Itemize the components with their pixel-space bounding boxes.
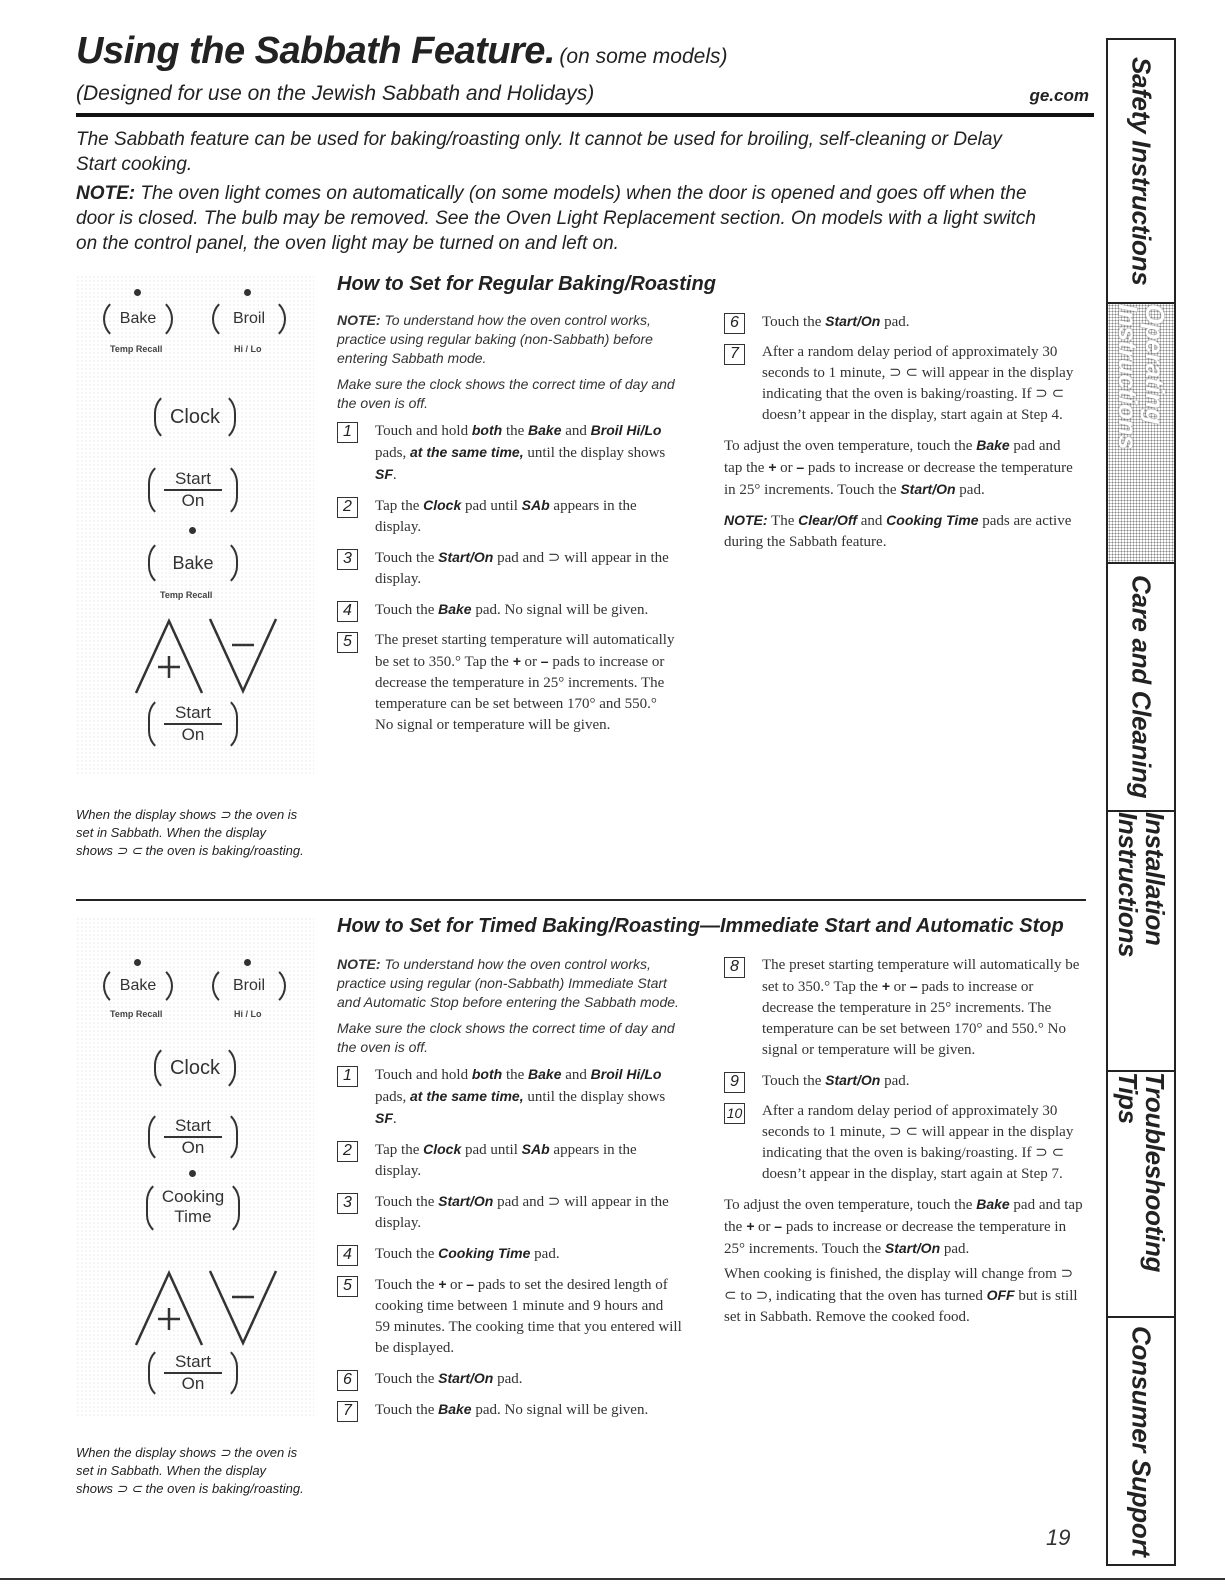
- page-title-note: (on some models): [559, 45, 728, 68]
- section2-heading: How to Set for Timed Baking/Roasting—Immediate Start and Automatic Stop: [337, 915, 1064, 937]
- page-number: 19: [1046, 1525, 1071, 1550]
- step-8: 8 The preset starting temperature will automatically be set to 350.° Tap the + or – pads to increase or decrease the temperature in 25° increments. The temperature can be set between 170° and 550.° No signal or temperature will be given.: [724, 955, 1084, 1061]
- site-url: ge.com: [1029, 86, 1089, 105]
- page-title: [76, 30, 727, 73]
- bake-pad: Bake: [103, 297, 173, 341]
- section2-column-2: [724, 955, 1084, 1330]
- step-4: 4 Touch the Cooking Time pad.: [337, 1243, 682, 1265]
- bake-pad-2: Bake: [148, 538, 238, 588]
- step-3: 3 Touch the Start/On pad and ⊃ will appear in the display.: [337, 547, 675, 590]
- section-tabs: [1106, 38, 1176, 1566]
- panel-caption-2: When the display shows ⊃ the oven is set in Sabbath. When the display shows ⊃ ⊂ the oven is baking/roasting.: [76, 1445, 304, 1496]
- section1-note-2: Make sure the clock shows the correct time of day and the oven is off.: [337, 376, 675, 411]
- section1-note: NOTE: To understand how the oven control works, practice using regular baking (non-Sabbath) before entering Sabbath mode.: [337, 312, 653, 366]
- step-4: 4 Touch the Bake pad. No signal will be given.: [337, 599, 675, 621]
- intro-note-label: NOTE:: [76, 183, 136, 204]
- header-rule: [76, 113, 1094, 117]
- minus-arrow-icon: [206, 1267, 280, 1349]
- control-panel-illustration-1: [76, 275, 314, 775]
- section2-note: NOTE: To understand how the oven control works, practice using regular (non-Sabbath) Immediate Start and Automatic Stop before entering the Sabbath mode.: [337, 956, 679, 1010]
- section1-note-3: NOTE: The Clear/Off and Cooking Time pads are active during the Sabbath feature.: [724, 512, 1072, 550]
- step-2: 2 Tap the Clock pad until SAb appears in the display.: [337, 1139, 682, 1182]
- start-on-pad: Start On: [148, 1109, 238, 1165]
- section-divider: [76, 899, 1086, 901]
- bake-pad: Bake: [103, 965, 173, 1007]
- plus-arrow-icon: [132, 1267, 206, 1349]
- step-1: 1 Touch and hold both the Bake and Broil Hi/Lo pads, at the same time, until the display shows SF.: [337, 1064, 682, 1130]
- start-on-pad: Start On: [148, 461, 238, 519]
- indicator-dot: [189, 1170, 196, 1177]
- broil-pad: Broil: [212, 297, 286, 341]
- step-5: 5 Touch the + or – pads to set the desired length of cooking time between 1 minute and 9 hours and 59 minutes. The cooking time that you entered will be displayed.: [337, 1274, 682, 1359]
- intro-note: [76, 181, 1036, 256]
- intro-note-text: The oven light comes on automatically (on some models) when the door is opened and goes off when the door is closed. The bulb may be removed. See the Oven Light Replacement section. On models with a light switch on the control panel, the oven light may be turned on and left on.: [76, 183, 1036, 254]
- tab-operating-instructions[interactable]: Operating Instructions: [1108, 304, 1174, 564]
- tab-consumer-support[interactable]: Consumer Support: [1126, 1325, 1157, 1557]
- indicator-dot: [244, 289, 251, 296]
- control-panel-illustration-2: [76, 917, 314, 1417]
- tab-care-and-cleaning[interactable]: Care and Cleaning: [1108, 564, 1174, 812]
- adjust-temperature-text: To adjust the oven temperature, touch the Bake pad and tap the + or – pads to increase or decrease the temperature in 25° increments. Touch the Start/On pad.: [724, 1196, 1083, 1257]
- indicator-dot: [189, 527, 196, 534]
- start-on-pad-2: Start On: [148, 1345, 238, 1401]
- page-title-main: Using the Sabbath Feature.: [76, 30, 555, 72]
- step-6: 6 Touch the Start/On pad.: [724, 311, 1079, 333]
- panel-caption-1: When the display shows ⊃ the oven is set in Sabbath. When the display shows ⊃ ⊂ the oven is baking/roasting.: [76, 807, 304, 858]
- temp-recall-label: Temp Recall: [110, 344, 163, 354]
- page-bottom-rule: [0, 1578, 1225, 1580]
- broil-pad: Broil: [212, 965, 286, 1007]
- hi-lo-label: Hi / Lo: [234, 1009, 262, 1019]
- section1-column-1: [337, 311, 675, 745]
- section2-column-1: [337, 955, 682, 1430]
- tab-troubleshooting-tips[interactable]: Troubleshooting Tips: [1108, 1072, 1174, 1318]
- section1-heading: How to Set for Regular Baking/Roasting: [337, 273, 716, 295]
- indicator-dot: [134, 289, 141, 296]
- step-2: 2 Tap the Clock pad until SAb appears in the display.: [337, 495, 675, 538]
- clock-pad: Clock: [154, 391, 236, 443]
- temp-recall-label-2: Temp Recall: [160, 590, 213, 600]
- clock-pad: Clock: [154, 1043, 236, 1093]
- step-7: 7 Touch the Bake pad. No signal will be given.: [337, 1399, 682, 1421]
- step-3: 3 Touch the Start/On pad and ⊃ will appear in the display.: [337, 1191, 682, 1234]
- minus-arrow-icon: [206, 615, 280, 697]
- step-1: 1 Touch and hold both the Bake and Broil Hi/Lo pads, at the same time, until the display shows SF.: [337, 420, 675, 486]
- section2-note-2: Make sure the clock shows the correct time of day and the oven is off.: [337, 1020, 675, 1055]
- intro-paragraph: The Sabbath feature can be used for baking/roasting only. It cannot be used for broiling, self-cleaning or Delay Start cooking.: [76, 129, 1002, 175]
- hi-lo-label: Hi / Lo: [234, 344, 262, 354]
- step-7: 7 After a random delay period of approximately 30 seconds to 1 minute, ⊃ ⊂ will appear in the display indicating that the oven is baking/roasting. If ⊃ ⊂ doesn’t appear in the display, start again at Step 4.: [724, 342, 1079, 426]
- step-10: 10 After a random delay period of approximately 30 seconds to 1 minute, ⊃ ⊂ will appear in the display indicating that the oven is baking/roasting. If ⊃ ⊂ doesn’t appear in the display, start again at Step 7.: [724, 1101, 1084, 1185]
- step-9: 9 Touch the Start/On pad.: [724, 1070, 1084, 1092]
- step-5: 5 The preset starting temperature will automatically be set to 350.° Tap the + or – pads to increase or decrease the temperature in 25° increments. The temperature can be set between 170° and 550.° No signal or temperature will be given.: [337, 630, 675, 736]
- step-6: 6 Touch the Start/On pad.: [337, 1368, 682, 1390]
- page-subtitle: (Designed for use on the Jewish Sabbath and Holidays): [76, 82, 595, 105]
- adjust-temperature-text: To adjust the oven temperature, touch the Bake pad and tap the + or – pads to increase or decrease the temperature in 25° increments. Touch the Start/On pad.: [724, 437, 1073, 498]
- temp-recall-label: Temp Recall: [110, 1009, 163, 1019]
- tab-installation-instructions[interactable]: Installation Instructions: [1108, 812, 1174, 1072]
- cooking-time-pad: Cooking Time: [146, 1179, 240, 1237]
- tab-safety-instructions[interactable]: Safety Instructions: [1108, 40, 1174, 304]
- start-on-pad-2: Start On: [148, 695, 238, 753]
- plus-arrow-icon: [132, 615, 206, 697]
- cooking-finished-text: When cooking is finished, the display will change from ⊃ ⊂ to ⊃, indicating that the oven has turned OFF but is still set in Sabbath. Remove the cooked food.: [724, 1266, 1078, 1325]
- section1-column-2: [724, 311, 1079, 555]
